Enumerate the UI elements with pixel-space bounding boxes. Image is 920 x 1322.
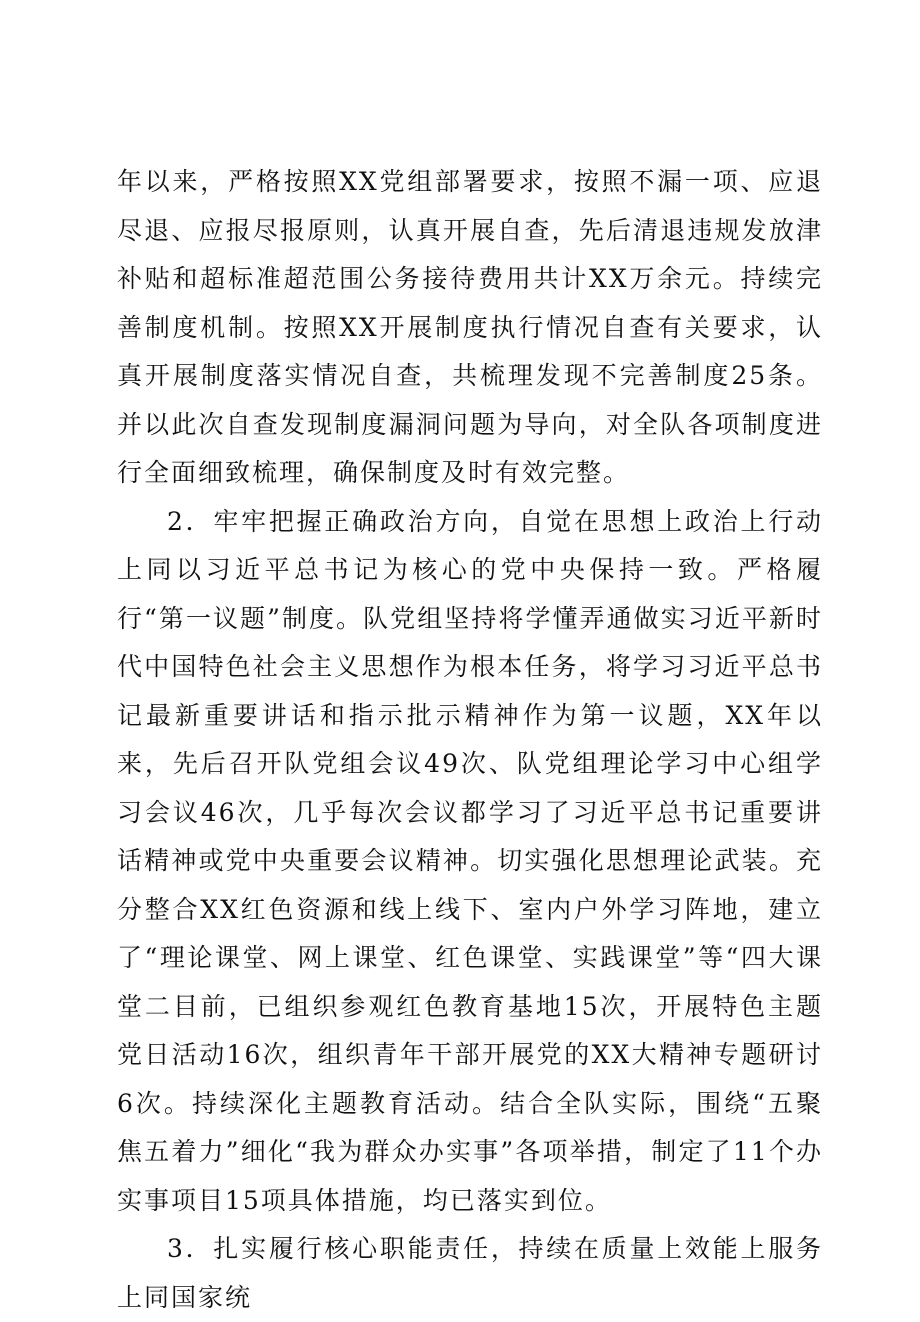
document-body: [117, 158, 823, 1322]
paragraph-item-3: 3．扎实履行核心职能责任，持续在质量上效能上服务上同国家统: [117, 1234, 823, 1312]
paragraph-item-2: 2．牢牢把握正确政治方向，自觉在思想上政治上行动上同以习近平总书记为核心的党中央保持一致。严格履行“第一议题”制度。队党组坚持将学懂弄通做实习近平新时代中国特色社会主义思想作为根本任务，将学习习近平总书记最新重要讲话和指示批示精神作为第一议题，XX年以来，先后召开队党组会议49次、队党组理论学习中心组学习会议46次，几乎每次会议都学习了习近平总书记重要讲话精神或党中央重要会议精神。切实强化思想理论武装。充分整合XX红色资源和线上线下、室内户外学习阵地，建立了“理论课堂、网上课堂、红色课堂、实践课堂”等“四大课堂二目前，已组织参观红色教育基地15次，开展特色主题党日活动16次，组织青年干部开展党的XX大精神专题研讨6次。持续深化主题教育活动。结合全队实际，围绕“五聚焦五着力”细化“我为群众办实事”各项举措，制定了11个办实事项目15项具体措施，均已落实到位。: [117, 506, 823, 1215]
paragraph-continuation: 年以来，严格按照XX党组部署要求，按照不漏一项、应退尽退、应报尽报原则，认真开展自查，先后清退违规发放津补贴和超标准超范围公务接待费用共计XX万余元。持续完善制度机制。按照XX开展制度执行情况自查有关要求，认真开展制度落实情况自查，共梳理发现不完善制度25条。并以此次自查发现制度漏洞问题为导向，对全队各项制度进行全面细致梳理，确保制度及时有效完整。: [117, 167, 823, 487]
